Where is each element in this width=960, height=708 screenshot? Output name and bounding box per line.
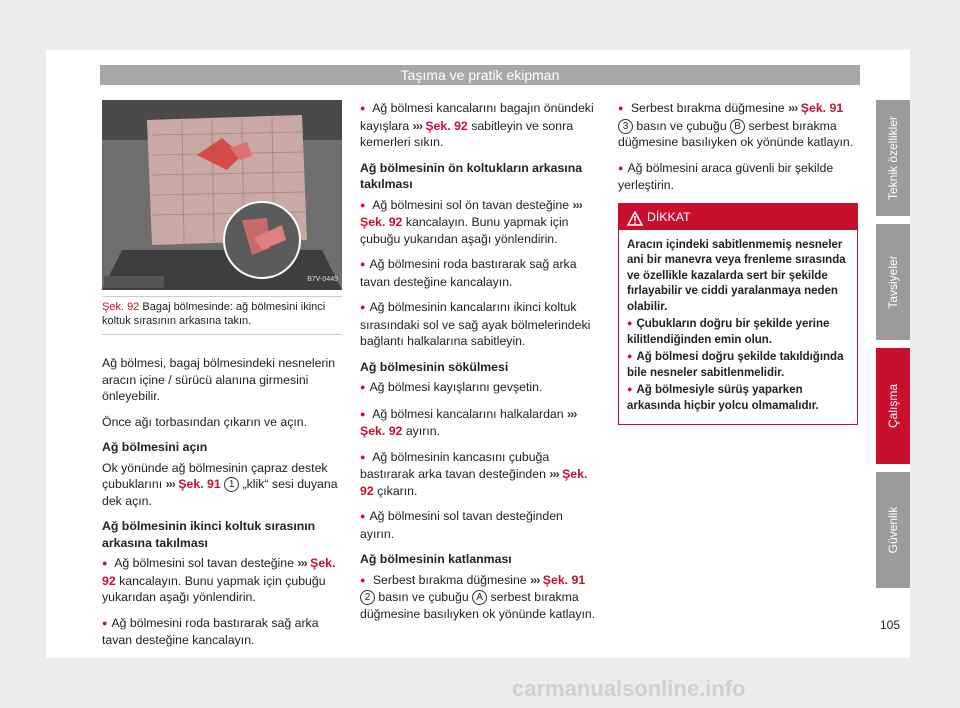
bullet-item: ● Ağ bölmesinin kancalarını ikinci koltuk sırasındaki sol ve sağ ayak bölmelerindeki bağlantı halkalarına sabitleyin. xyxy=(360,299,600,350)
callout-number: 2 xyxy=(360,590,375,605)
text: Ok yönünde ağ bölmesinin çapraz destek çubuklarını xyxy=(102,460,328,491)
warning-bullet: ● Çubukların doğru bir şekilde yerine kilitlendiğinden emin olun. xyxy=(627,317,849,348)
warning-header xyxy=(619,204,857,230)
page-header-title: Taşıma ve pratik ekipman xyxy=(100,65,860,85)
section-heading: Ağ bölmesinin sökülmesi xyxy=(360,359,509,374)
text: ayırın. xyxy=(405,424,440,438)
tab-label: Teknik özellikler xyxy=(886,115,900,201)
bullet-item: ● Ağ bölmesini roda bastırarak sağ arka tavan desteğine kancalayın. xyxy=(360,256,600,290)
figure-caption-text: Bagaj bölmesinde: ağ bölmesini ikinci koltuk sırasının arkasına takın. xyxy=(102,301,326,327)
warning-box xyxy=(618,203,858,426)
bullet-item: ● Ağ bölmesi kayışlarını gevşetin. xyxy=(360,379,600,397)
tab-label: Tavsiyeler xyxy=(886,255,900,309)
reference-arrow: ››› xyxy=(788,101,798,115)
column-1 xyxy=(102,100,342,658)
reference-arrow: ››› xyxy=(412,118,422,133)
bullet-item xyxy=(360,197,600,248)
text: Serbest bırakma düğmesine xyxy=(372,572,527,587)
bullet-item: ● Ağ bölmesini araca güvenli bir şekilde yerleştirin. xyxy=(618,160,858,194)
bullet-item xyxy=(360,572,600,623)
text: Ağ bölmesi kancalarını bagajın önündeki kayışlara xyxy=(360,101,594,133)
figure-reference-link[interactable]: Şek. 92 xyxy=(360,424,403,438)
text: „klik“ sesi duyana dek açın. xyxy=(102,477,338,508)
text: kancalayın. Bunu yapmak için çubuğu yukarıdan aşağı yönlendirin. xyxy=(360,215,569,246)
reference-arrow: ››› xyxy=(567,406,577,421)
paragraph: Ağ bölmesi, bagaj bölmesindeki nesnelerin aracın içine / sürücü alanına girmesini önleyebilir. xyxy=(102,356,336,403)
text: Ağ bölmesi kancalarını halkalardan xyxy=(372,406,564,421)
tab-tavsiyeler[interactable] xyxy=(876,224,910,340)
figure-reference-link[interactable]: Şek. 92 xyxy=(360,467,588,498)
figure-caption xyxy=(102,296,342,335)
warning-text: Aracın içindeki sabitlenmemiş nesneler ani bir manevra veya frenleme sırasında ve özellikle kazalarda sert bir şekilde fırlayabilir ve ciddi yaralanmaya neden olabilir. xyxy=(627,238,846,313)
bullet-item xyxy=(360,406,600,440)
reference-arrow: ››› xyxy=(530,572,540,587)
reference-arrow: ››› xyxy=(572,197,582,212)
text: çıkarın. xyxy=(377,483,418,498)
warning-title: DİKKAT xyxy=(647,209,691,224)
tab-calisma[interactable] xyxy=(876,348,910,464)
figure-code: B7V-0449 xyxy=(307,275,338,283)
warning-bullet: ● Ağ bölmesiyle sürüş yaparken arkasında hiçbir yolcu olmamalıdır. xyxy=(627,383,849,414)
text: Ağ bölmesinin kancasını çubuğa bastırarak arka tavan desteğinden xyxy=(360,449,550,481)
bullet-item xyxy=(102,555,342,606)
page-number: 105 xyxy=(880,618,901,632)
text: kancalayın. Bunu yapmak için çubuğu yukarıdan aşağı yönlendirin. xyxy=(102,573,326,604)
callout-number: 3 xyxy=(618,119,633,134)
watermark: carmanualsonline.info xyxy=(512,676,746,701)
callout-letter: A xyxy=(472,590,487,605)
figure-reference-link[interactable]: Şek. 91 xyxy=(800,101,844,115)
text: basın ve çubuğu xyxy=(636,118,727,133)
text: serbest bırakma düğmesine basılıyken ok yönünde katlayın. xyxy=(618,118,854,149)
text: serbest bırakma düğmesine basılıyken ok yönünde katlayın. xyxy=(360,590,596,621)
column-2 xyxy=(360,100,600,631)
reference-arrow: ››› xyxy=(165,477,175,491)
bullet-item: ● Ağ bölmesini sol tavan desteğinden ayırın. xyxy=(360,508,600,542)
figure-reference-link[interactable]: Şek. 92 xyxy=(360,215,403,229)
paragraph xyxy=(102,460,342,510)
bullet-item: ● Ağ bölmesini roda bastırarak sağ arka tavan desteğine kancalayın. xyxy=(102,615,342,649)
section-heading: Ağ bölmesini açın xyxy=(102,440,208,454)
figure-caption-ref[interactable]: Şek. 92 xyxy=(102,301,140,313)
text: sabitleyin ve sonra kemerleri sıkın. xyxy=(360,118,574,149)
bullet-item xyxy=(360,449,600,500)
warning-body xyxy=(619,230,857,425)
text: Ağ bölmesini sol tavan desteğine xyxy=(114,556,294,570)
cargo-net-illustration xyxy=(102,100,342,290)
callout-number: 1 xyxy=(224,477,239,492)
section-heading: Ağ bölmesinin ön koltukların arkasına takılması xyxy=(360,160,583,191)
figure-reference-link[interactable]: Şek. 91 xyxy=(178,477,221,491)
tab-label: Çalışma xyxy=(886,383,900,429)
tab-guvenlik[interactable] xyxy=(876,472,910,588)
reference-arrow: ››› xyxy=(549,467,559,481)
column-3 xyxy=(618,100,858,425)
bullet-item xyxy=(618,100,858,151)
figure-reference-link[interactable]: Şek. 91 xyxy=(542,572,586,587)
figure-image xyxy=(102,100,342,290)
text: Ağ bölmesini sol ön tavan desteğine xyxy=(372,197,570,212)
figure-reference-link[interactable]: Şek. 92 xyxy=(102,556,336,588)
reference-arrow: ››› xyxy=(297,556,307,570)
text: Serbest bırakma düğmesine xyxy=(630,101,785,115)
warning-bullet: ● Ağ bölmesi doğru şekilde takıldığında bile nesneler sabitlenmelidir. xyxy=(627,350,849,381)
text: basın ve çubuğu xyxy=(378,590,469,604)
callout-letter: B xyxy=(730,119,745,134)
bullet-item xyxy=(360,100,600,151)
figure-reference-link[interactable]: Şek. 92 xyxy=(425,118,468,133)
tab-label: Güvenlik xyxy=(886,506,900,554)
paragraph: Önce ağı torbasından çıkarın ve açın. xyxy=(102,414,308,429)
tab-teknik-ozellikler[interactable] xyxy=(876,100,910,216)
section-heading: Ağ bölmesinin katlanması xyxy=(360,552,512,566)
section-heading: Ağ bölmesinin ikinci koltuk sırasının arkasına takılması xyxy=(102,519,316,550)
warning-triangle-icon xyxy=(627,209,643,235)
